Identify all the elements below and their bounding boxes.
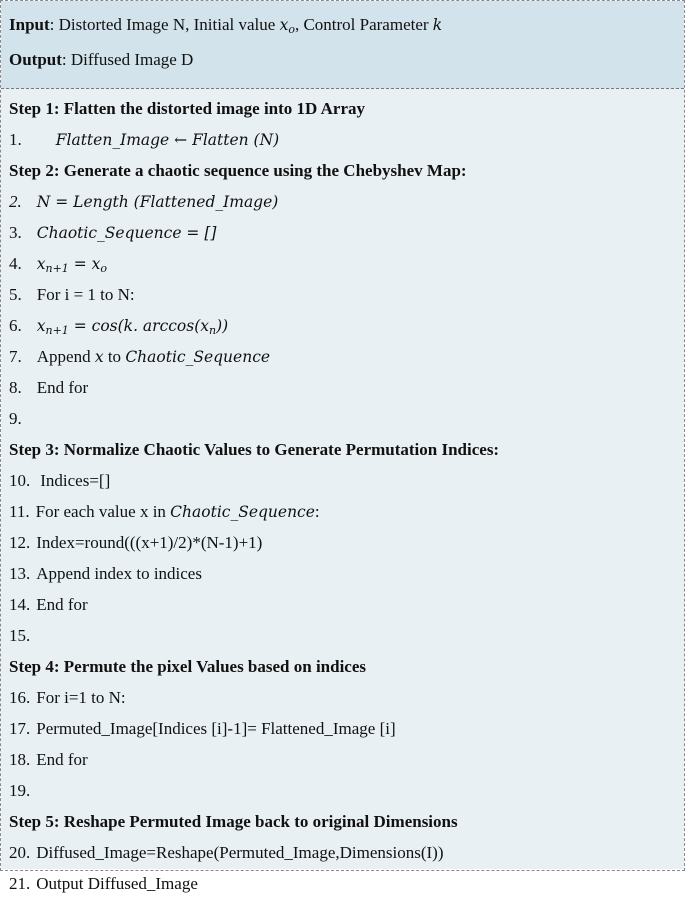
- line-number: 17.: [9, 719, 31, 738]
- rhs-var: x: [200, 317, 210, 335]
- rhs-var: x: [91, 255, 101, 273]
- line-3: [1, 217, 684, 248]
- output-line: [1, 42, 684, 77]
- line-text: For i=1 to N:: [36, 688, 126, 707]
- k-symbol: k: [432, 16, 443, 34]
- line-number: 13.: [9, 564, 31, 583]
- rhs-sub: n: [209, 324, 217, 337]
- line-number: 8.: [9, 378, 22, 397]
- line-1: [1, 124, 684, 155]
- input-line: [1, 7, 684, 42]
- input-text-1: : Distorted Image N, Initial value: [49, 15, 280, 34]
- line-12: [1, 527, 684, 558]
- lhs-var: x: [36, 317, 46, 335]
- line-text: End for: [36, 750, 88, 769]
- line-18: [1, 744, 684, 775]
- lhs-sub: n+1: [45, 324, 69, 337]
- step-4-title: Step 4: Permute the pixel Values based on indices: [9, 657, 367, 676]
- line-11: [1, 496, 684, 527]
- line-number: 4.: [9, 254, 22, 273]
- line-number: 9.: [9, 409, 22, 428]
- line-number: 6.: [9, 316, 22, 335]
- line-text: Indices=[]: [40, 471, 111, 490]
- rhs-post: )): [216, 317, 229, 335]
- line-number: 18.: [9, 750, 31, 769]
- line-17: [1, 713, 684, 744]
- line-math: Chaotic_Sequence: [170, 503, 315, 521]
- input-text-2: , Control Parameter: [294, 15, 433, 34]
- line-15: [1, 620, 684, 651]
- line-6: [1, 310, 684, 341]
- line-math: Flatten_Image ← Flatten (N): [55, 131, 280, 149]
- line-text: Append index to indices: [36, 564, 202, 583]
- line-math: N = Length (Flattened_Image): [36, 193, 279, 211]
- line-math: Chaotic_Sequence = []: [36, 224, 217, 242]
- line-text: For i = 1 to N:: [36, 285, 135, 304]
- line-9: [1, 403, 684, 434]
- line-16: [1, 682, 684, 713]
- line-2: [1, 186, 684, 217]
- line-text: Diffused_Image=Reshape(Permuted_Image,Dimensions(I)): [36, 843, 444, 862]
- step-5-title: Step 5: Reshape Permuted Image back to original Dimensions: [9, 812, 458, 831]
- x0-symbol: [280, 16, 295, 34]
- line-8: [1, 372, 684, 403]
- lhs-sub: n+1: [45, 262, 69, 275]
- line-var: x: [94, 348, 104, 366]
- line-math: [37, 255, 107, 273]
- line-4: [1, 248, 684, 279]
- line-number: 11.: [9, 502, 30, 521]
- line-number: 15.: [9, 626, 31, 645]
- step-2-title: Step 2: Generate a chaotic sequence using the Chebyshev Map:: [9, 161, 467, 180]
- output-label: Output: [9, 50, 62, 69]
- line-number: 19.: [9, 781, 31, 800]
- equals: =: [68, 317, 92, 335]
- equals: =: [68, 255, 92, 273]
- line-7: [1, 341, 684, 372]
- line-number: 20.: [9, 843, 31, 862]
- line-number: 1.: [9, 130, 22, 149]
- line-10: [1, 465, 684, 496]
- line-math: Chaotic_Sequence: [125, 348, 271, 366]
- line-21: [1, 868, 684, 899]
- algorithm-body: [1, 89, 684, 893]
- line-text: End for: [36, 595, 88, 614]
- line-text: Permuted_Image[Indices [i]-1]= Flattened_Image [i]: [36, 719, 396, 738]
- line-number: 5.: [9, 285, 22, 304]
- rhs-pre: cos(k. arccos(: [91, 317, 201, 335]
- line-number: 21.: [9, 874, 31, 893]
- line-text: End for: [36, 378, 89, 397]
- line-5: [1, 279, 684, 310]
- algorithm-header: [1, 1, 684, 89]
- lhs-var: x: [36, 255, 46, 273]
- line-number: 10.: [9, 471, 31, 490]
- output-text: : Diffused Image D: [61, 50, 194, 69]
- line-text-pre: For each value x in: [35, 502, 171, 521]
- x0-sub: o: [288, 23, 295, 36]
- line-number: 3.: [9, 223, 22, 242]
- line-number: 7.: [9, 347, 22, 366]
- line-number: 12.: [9, 533, 31, 552]
- line-number: 2.: [9, 192, 22, 211]
- rhs-sub: o: [100, 262, 108, 275]
- step-1-title: Step 1: Flatten the distorted image into 1D Array: [9, 99, 366, 118]
- line-text-post: :: [314, 502, 320, 521]
- line-13: [1, 558, 684, 589]
- line-20: [1, 837, 684, 868]
- x0-base: x: [279, 16, 289, 34]
- line-19: [1, 775, 684, 806]
- line-text-mid: to: [103, 347, 126, 366]
- line-14: [1, 589, 684, 620]
- line-text: Output Diffused_Image: [36, 874, 198, 893]
- input-label: Input: [9, 15, 50, 34]
- line-text: Index=round(((x+1)/2)*(N-1)+1): [36, 533, 263, 552]
- line-number: 14.: [9, 595, 31, 614]
- step-3-title: Step 3: Normalize Chaotic Values to Generate Permutation Indices:: [9, 440, 500, 459]
- line-math: [37, 317, 228, 335]
- line-number: 16.: [9, 688, 31, 707]
- line-text-pre: Append: [36, 347, 95, 366]
